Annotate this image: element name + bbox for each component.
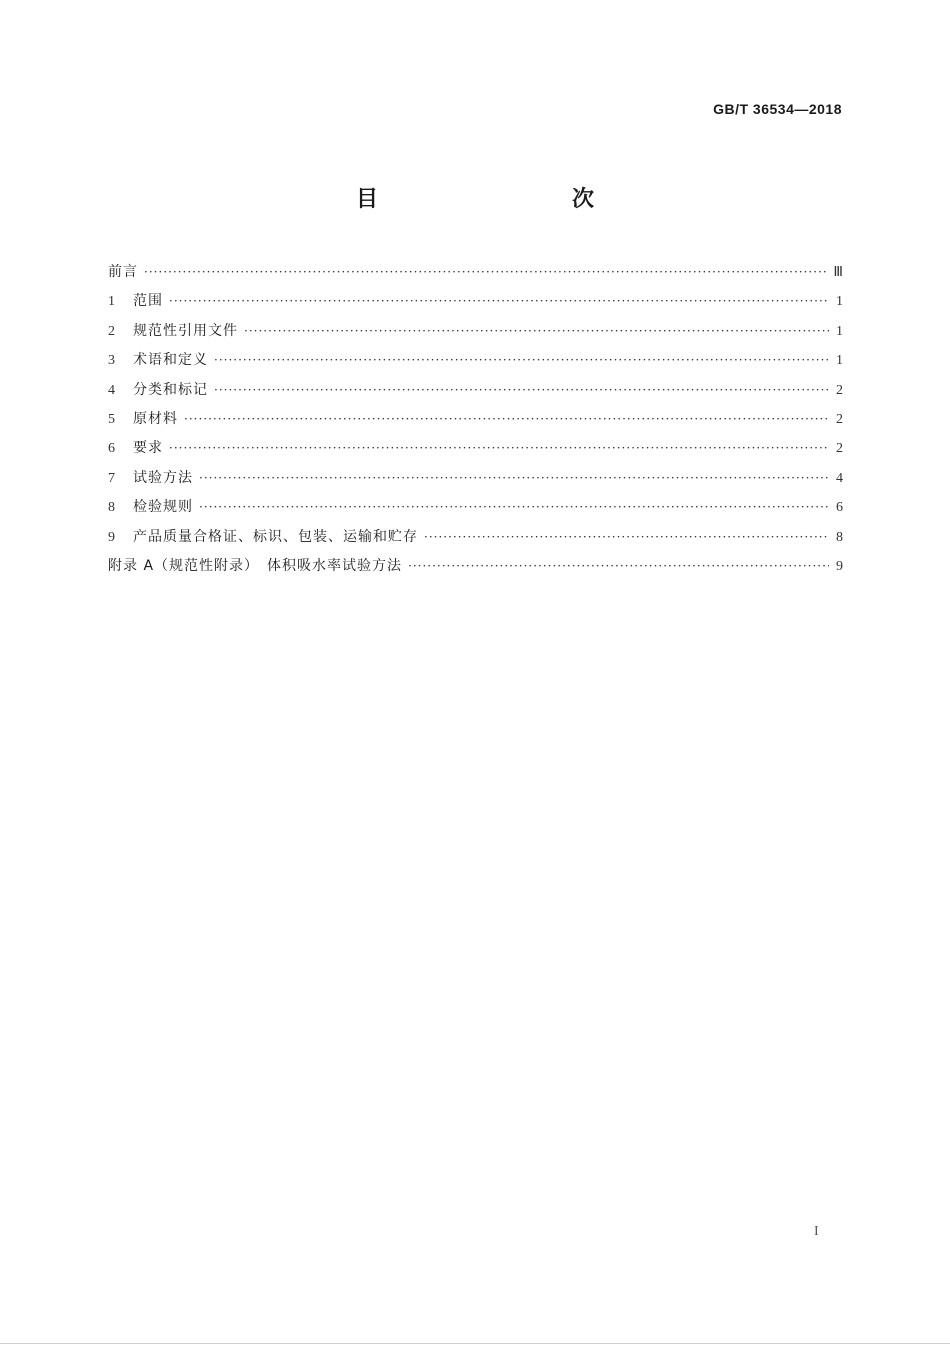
toc-entry-number: 9 — [108, 529, 115, 545]
toc-entry-appendix-a[interactable] — [108, 552, 843, 581]
toc-entry-label: 前言 — [108, 264, 138, 280]
page-number: I — [814, 1224, 819, 1239]
toc-entry-page: Ⅲ — [833, 265, 843, 280]
toc-entry-page: 1 — [836, 294, 843, 310]
page-bottom-divider — [0, 1343, 950, 1344]
toc-entry-raw-materials[interactable] — [108, 405, 843, 434]
toc-entry-requirements[interactable] — [108, 434, 843, 463]
toc-entry-number: 7 — [108, 470, 115, 486]
toc-entry-certificate-packaging[interactable] — [108, 523, 843, 552]
toc-entry-inspection-rules[interactable] — [108, 493, 843, 522]
toc-leader-dots — [244, 317, 829, 346]
toc-entry-page: 1 — [836, 353, 843, 369]
toc-leader-dots — [214, 376, 829, 405]
toc-entry-number: 2 — [108, 323, 115, 339]
toc-leader-dots — [144, 258, 827, 287]
toc-leader-dots — [424, 523, 829, 552]
toc-entry-label: 要求 — [133, 440, 163, 457]
toc-entry-foreword[interactable] — [108, 258, 843, 287]
toc-entry-page: 2 — [836, 411, 843, 427]
toc-entry-page: 4 — [836, 470, 843, 486]
toc-leader-dots — [169, 434, 829, 463]
toc-entry-page: 8 — [836, 529, 843, 545]
toc-leader-dots — [184, 405, 829, 434]
toc-entry-page: 2 — [836, 382, 843, 398]
toc-entry-normative-references[interactable] — [108, 317, 843, 346]
toc-entry-classification[interactable] — [108, 376, 843, 405]
standard-code: GB/T 36534—2018 — [713, 101, 842, 117]
toc-entry-page: 9 — [836, 558, 843, 574]
toc-entry-number: 6 — [108, 441, 115, 457]
toc-leader-dots — [199, 464, 829, 493]
toc-entry-label: 产品质量合格证、标识、包装、运输和贮存 — [133, 528, 418, 545]
page-title: 目 次 — [355, 187, 644, 212]
toc-entry-number: 3 — [108, 353, 115, 369]
toc-entry-label: 附录 A（规范性附录） 体积吸水率试验方法 — [108, 557, 403, 574]
toc-entry-label: 范围 — [133, 293, 163, 310]
toc-entry-label: 术语和定义 — [133, 352, 208, 369]
toc-entry-scope[interactable] — [108, 287, 843, 316]
table-of-contents — [108, 258, 843, 581]
toc-entry-number: 8 — [108, 500, 115, 516]
toc-entry-number: 4 — [108, 382, 115, 398]
toc-leader-dots — [408, 552, 829, 581]
toc-entry-page: 6 — [836, 500, 843, 516]
toc-entry-label: 原材料 — [133, 410, 178, 427]
toc-leader-dots — [214, 346, 829, 375]
toc-entry-page: 2 — [836, 441, 843, 457]
toc-entry-test-methods[interactable] — [108, 464, 843, 493]
toc-entry-number: 5 — [108, 411, 115, 427]
toc-entry-label: 规范性引用文件 — [133, 322, 238, 339]
toc-entry-label: 试验方法 — [133, 469, 193, 486]
toc-entry-number: 1 — [108, 294, 115, 310]
toc-entry-label: 检验规则 — [133, 499, 193, 516]
toc-leader-dots — [199, 493, 829, 522]
toc-entry-page: 1 — [836, 323, 843, 339]
toc-entry-terms-definitions[interactable] — [108, 346, 843, 375]
toc-leader-dots — [169, 287, 829, 316]
toc-entry-label: 分类和标记 — [133, 381, 208, 398]
